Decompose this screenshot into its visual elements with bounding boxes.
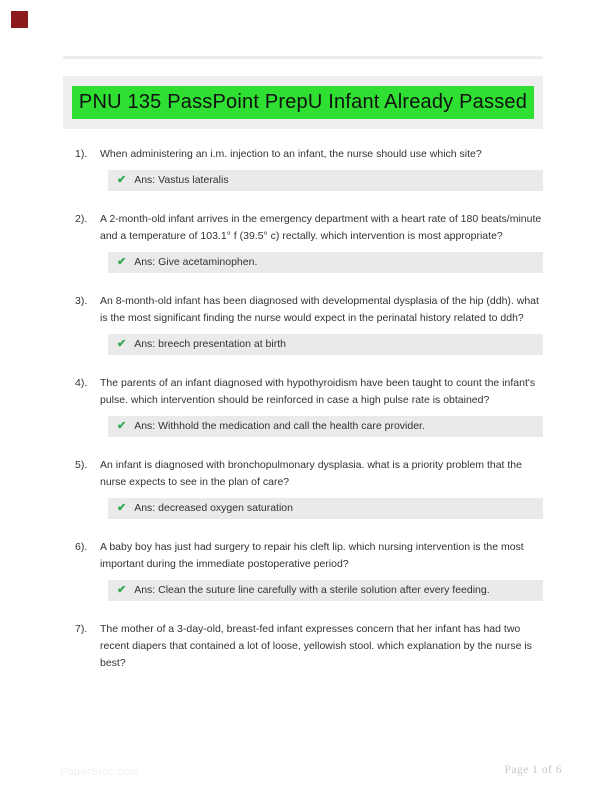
question-number: 3). xyxy=(75,295,88,307)
answer-text: Ans: Give acetaminophen. xyxy=(134,256,258,268)
question-item xyxy=(75,146,543,191)
check-icon: ✔ xyxy=(117,584,127,596)
question-number: 6). xyxy=(75,541,88,553)
question-text: The mother of a 3-day-old, breast-fed infant expresses concern that her infant has had two recent diapers that contained a lot of loose, yellowish stool. which explanation by the nurse is best? xyxy=(100,623,532,669)
check-icon: ✔ xyxy=(117,420,127,432)
answer-box xyxy=(108,252,543,273)
watermark: PaperStoc.com xyxy=(60,766,140,778)
page-title: PNU 135 PassPoint PrepU Infant Already Passed xyxy=(72,86,534,119)
answer-text: Ans: Clean the suture line carefully with a sterile solution after every feeding. xyxy=(134,584,490,596)
check-icon: ✔ xyxy=(117,338,127,350)
check-icon: ✔ xyxy=(117,174,127,186)
question-item xyxy=(75,621,543,679)
question-text: An infant is diagnosed with bronchopulmonary dysplasia. what is a priority problem that the nurse expects to see in the plan of care? xyxy=(100,459,522,488)
question-item xyxy=(75,539,543,601)
page-number: Page 1 of 6 xyxy=(504,764,562,776)
question-number: 5). xyxy=(75,459,88,471)
questions-list xyxy=(75,146,543,699)
question-number: 1). xyxy=(75,148,88,160)
answer-text: Ans: breech presentation at birth xyxy=(134,338,286,350)
top-divider xyxy=(63,56,543,59)
question-text: The parents of an infant diagnosed with hypothyroidism have been taught to count the infant's pulse. which intervention should be reinforced in case a high pulse rate is obtained? xyxy=(100,377,536,406)
question-text: A baby boy has just had surgery to repair his cleft lip. which nursing intervention is the most important during the immediate postoperative period? xyxy=(100,541,524,570)
question-text: A 2-month-old infant arrives in the emergency department with a heart rate of 180 beats/​minute and a temperature of 103.1° f (39.5° c) rectally. which intervention is most appropriate? xyxy=(100,213,542,242)
answer-box xyxy=(108,580,543,601)
question-text: An 8-month-old infant has been diagnosed with developmental dysplasia of the hip (ddh). what is the most significant finding the nurse would expect in the perinatal history related to ddh? xyxy=(100,295,539,324)
question-number: 2). xyxy=(75,213,88,225)
question-number: 4). xyxy=(75,377,88,389)
question-item xyxy=(75,293,543,355)
question-item xyxy=(75,375,543,437)
corner-marker xyxy=(11,11,28,28)
answer-box xyxy=(108,170,543,191)
question-number: 7). xyxy=(75,623,88,635)
answer-box xyxy=(108,416,543,437)
answer-box xyxy=(108,498,543,519)
answer-text: Ans: Vastus lateralis xyxy=(134,174,229,186)
question-item xyxy=(75,457,543,519)
answer-box xyxy=(108,334,543,355)
question-item xyxy=(75,211,543,273)
question-text: When administering an i.m. injection to an infant, the nurse should use which site? xyxy=(100,148,482,160)
check-icon: ✔ xyxy=(117,502,127,514)
answer-text: Ans: Withhold the medication and call the health care provider. xyxy=(134,420,425,432)
answer-text: Ans: decreased oxygen saturation xyxy=(134,502,293,514)
check-icon: ✔ xyxy=(117,256,127,268)
title-bar xyxy=(63,76,543,129)
